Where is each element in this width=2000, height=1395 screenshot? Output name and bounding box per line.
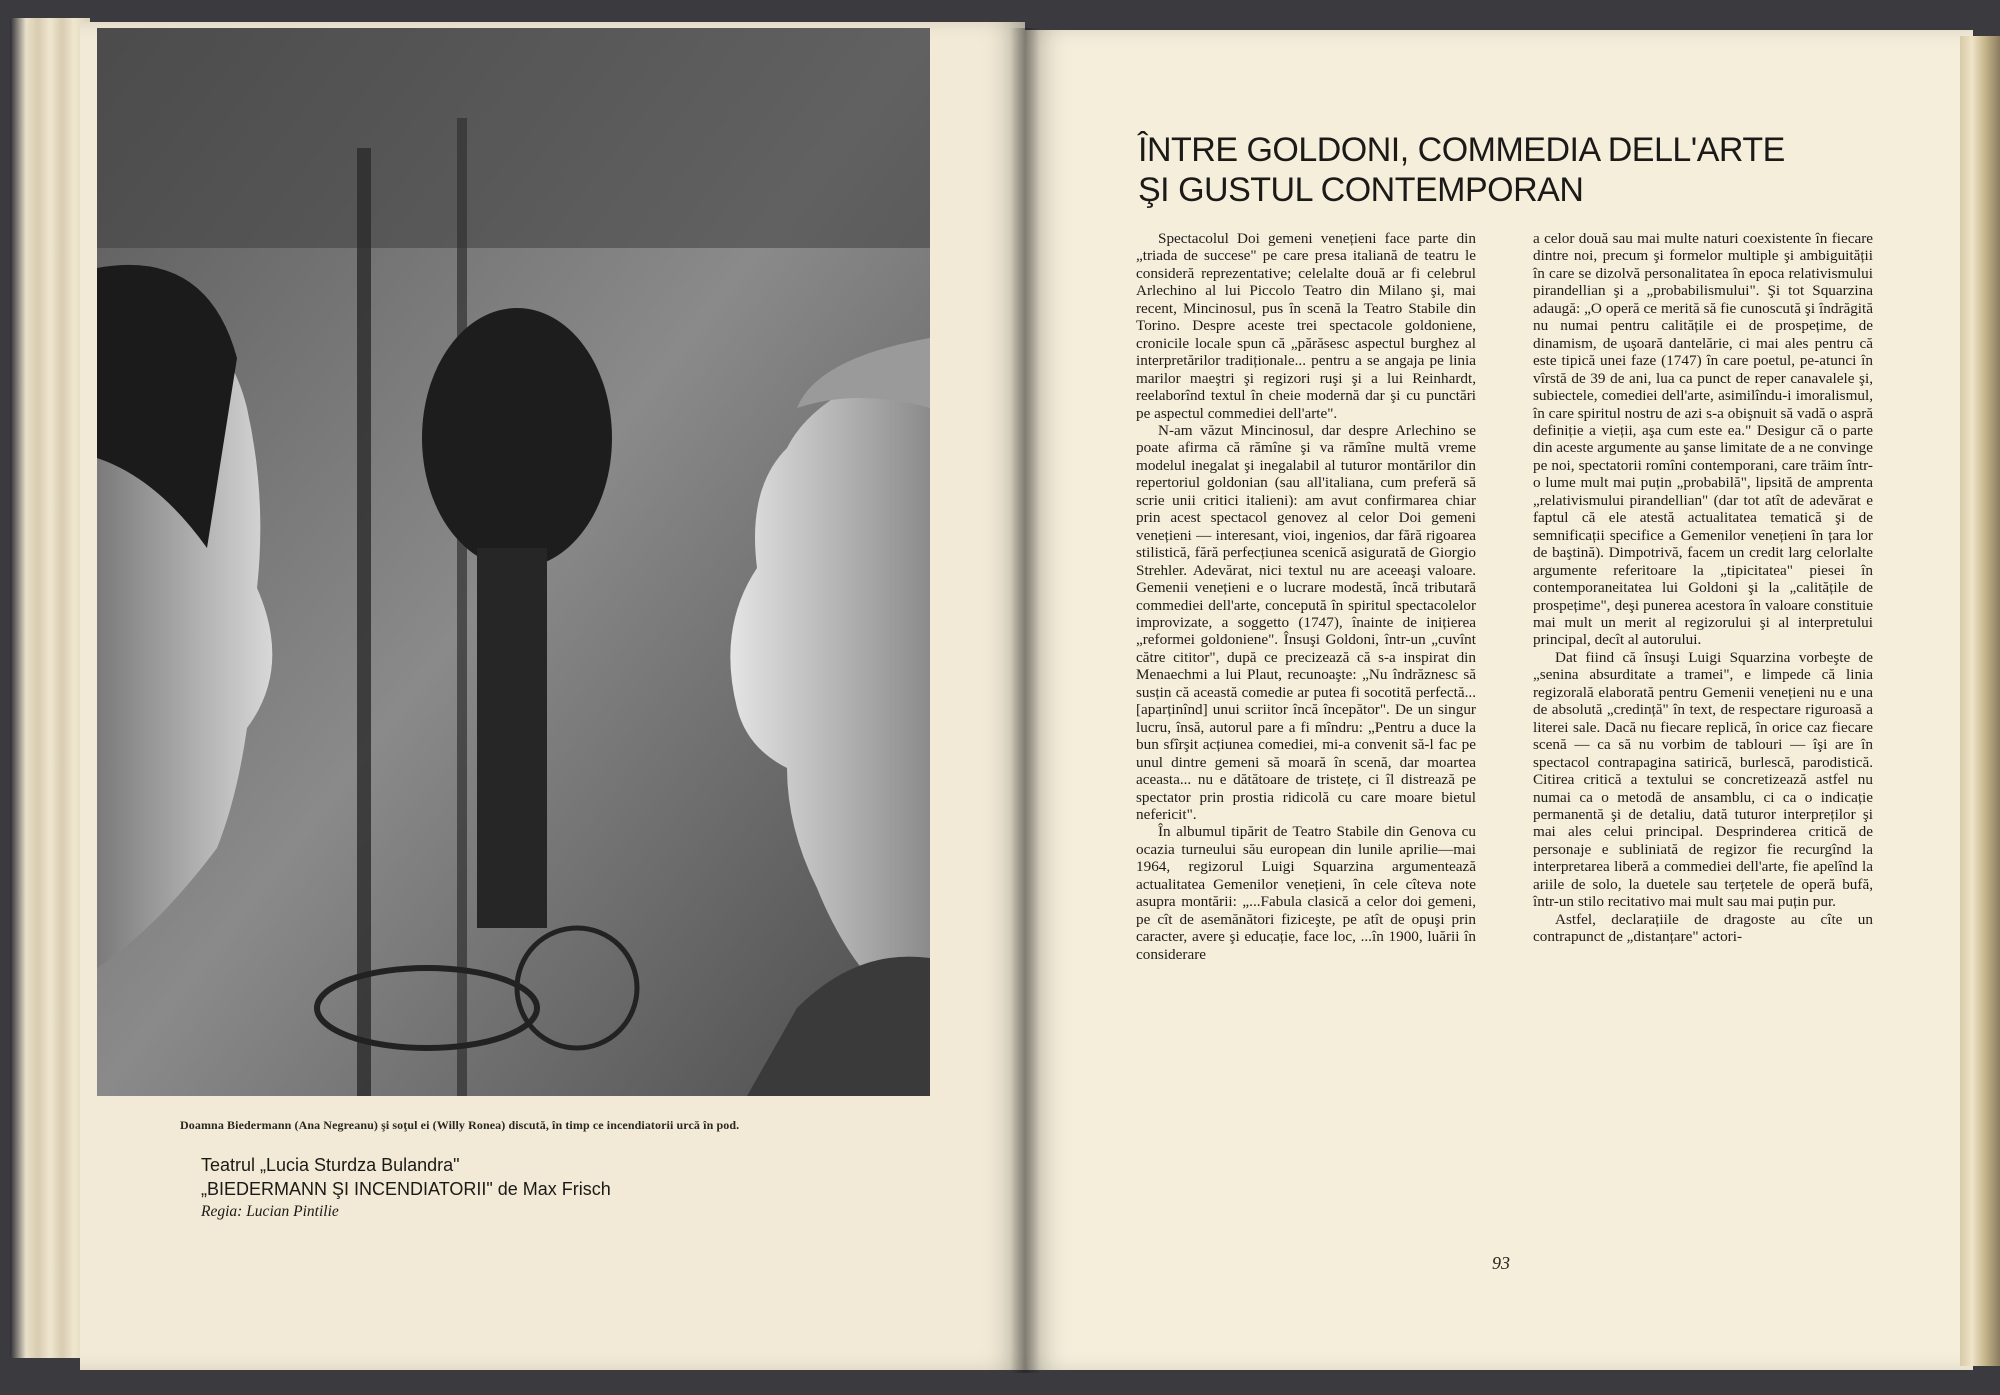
book-spine [1010, 28, 1040, 1373]
paragraph: În albumul tipărit de Teatro Stabile din Genova cu ocazia turneului său european din lunile aprilie—mai 1964, regizorul Luigi Squarzina argumentează actualitatea Gemenilor venețieni, în cele cîteva note asupra montării: „...Fabula clasică a celor doi gemeni, pe cît de asemănători fiziceşte, pe atît de opuşi prin caracter, avere şi educație, face loc, ...în 1900, luării în considerare [1136, 823, 1476, 963]
paragraph: Astfel, declarațiile de dragoste au cîte un contrapunct de „distanțare" actori- [1533, 910, 1873, 946]
theatre-name: Teatrul „Lucia Sturdza Bulandra" [201, 1155, 460, 1175]
director-credit: Regia: Lucian Pintilie [201, 1203, 339, 1220]
photo-caption: Doamna Biedermann (Ana Negreanu) şi soţul ei (Willy Ronea) discută, în timp ce incendiatorii urcă în pod. [180, 1118, 740, 1132]
production-photo [97, 28, 930, 1096]
paragraph: a celor două sau mai multe naturi coexistente în fiecare dintre noi, precum şi formelor multiple şi ambiguității în care se dizolvă personalitatea în epoca relativismului pirandellian şi a „probabilismului". Şi tot Squarzina adaugă: „O operă ce merită să fie cunoscută şi îndrăgită nu numai pentru calitățile ei de prospețime, de dinamism, de uşoară dantelărie, ci mai ales pentru că este tipică unei faze (1747) în care poetul, pe-atunci în vîrstă de 39 de ani, lua ca punct de reper canavalele şi, subiectele, comediei dell'arte, asimilîndu-i imoralismul, în care spiritul nostru de azi s-a obişnuit să vadă o aspră definiție a vieții, aşa cum este ea." Desigur că o parte din aceste argumente au şanse limitate de a ne convinge pe noi, spectatorii romîni contemporani, care trăim într-o lume mult mai puțin „probabilă", lipsită de amprenta „relativismului pirandellian" (dar tot atît de adevărat e faptul că ele atestă actualitatea tematică şi de semnificații specifice a Gemenilor venețieni în țara lor de baştină). Dimpotrivă, facem un credit larg celorlalte argumente referitoare la „tipicitatea" piesei în contemporaneitatea lui Goldoni şi la „calitățile de prospețime", deşi punerea acestora în valoare constituie mai mult un merit al regizorului şi al interpretului principal, decît al autorului. [1533, 230, 1873, 649]
book-edge-right [1960, 36, 2000, 1366]
article-column-2 [1533, 230, 1873, 946]
production-credits [201, 1153, 901, 1223]
article-title-line-1: ÎNTRE GOLDONI, COMMEDIA DELL'ARTE [1138, 131, 1785, 169]
paragraph: Dat fiind că însuşi Luigi Squarzina vorbeşte de „senina absurditate a tramei", e limpede că linia regizorală elaborată pentru Gemenii venețieni nu e una de absolută „credință" în text, de respectare riguroasă a literei sale. Dacă nu fiecare replică, în orice caz fiecare scenă — ca să nu vorbim de tablouri — îşi are în spectacol contrapagina satirică, burlescă, parodistică. Citirea critică a textului se concretizează astfel nu numai ca o metodă de ansamblu, ci ca o indicație permanentă şi de detaliu, dată tuturor interpreților şi mai ales celui principal. Desprinderea critică de personaje e subliniată de regizor fie recurgînd la interpretarea liberă a commediei dell'arte, fie apelînd la ariile de solo, la duetele sau terțetele de operă bufă, într-un stilo recitativo mai mult sau mai puțin pur. [1533, 648, 1873, 911]
play-title: „BIEDERMANN ŞI INCENDIATORII" de Max Frisch [201, 1179, 611, 1199]
article-title-line-2: ŞI GUSTUL CONTEMPORAN [1138, 171, 1584, 209]
book-edge-left [10, 18, 90, 1358]
page-number: 93 [1492, 1253, 1510, 1273]
article-column-1 [1136, 230, 1476, 963]
paragraph: N-am văzut Mincinosul, dar despre Arlechino se poate afirma că rămîne şi va rămîne multă vreme modelul inegalat şi inegalabil al tuturor montărilor din repertoriul goldonian (sau all'italiana, cum preferă să scrie unii critici italieni): am avut confirmarea chiar prin acest spectacol genovez al celor Doi gemeni venețieni — interesant, vioi, ingenios, dar fără rigoarea stilistică, fără perfecțiunea scenică asigurată de Giorgio Strehler. Adevărat, nici textul nu are aceeaşi valoare. Gemenii venețieni e o lucrare modestă, încă tributară commediei dell'arte, concepută în spiritul spectacolelor improvizate, a soggetto (1747), înainte de inițierea „reformei goldoniene". Însuşi Goldoni, într-un „cuvînt către cititor", după ce precizează că s-a inspirat din Menaechmi a lui Plaut, recunoaşte: „Nu îndrăznesc să susțin că această comedie ar putea fi socotită perfectă... [aparținînd] unui scriitor încă începător". De un singur lucru, însă, autorul pare a fi mîndru: „Pentru a duce la bun sfîrşit acțiunea comediei, mi-a convenit să-l fac pe unul dintre gemeni să moară în scenă, dar moartea aceasta... nu e dătătoare de tristețe, ci îl distrează pe spectator prin prostia ridicolă cu care moare bietul nefericit". [1136, 421, 1476, 823]
article-title [1138, 130, 1858, 210]
paragraph: Spectacolul Doi gemeni venețieni face parte din „triada de succese" pe care presa italiană de teatru le consideră reprezentative; celelalte două ar fi celebrul Arlechino al lui Piccolo Teatro din Milano şi, mai recent, Mincinosul, pus în scenă la Teatro Stabile din Torino. Despre aceste trei spectacole goldoniene, cronicile locale spun că „părăsesc aspectul burghez al interpretărilor tradiționale... pentru a se angaja pe linia marilor maeştri şi regizori ruşi şi a lui Reinhardt, reelaborînd textul în cheie modernă dar şi cu punctări pe aspectul commediei dell'arte". [1136, 230, 1476, 422]
